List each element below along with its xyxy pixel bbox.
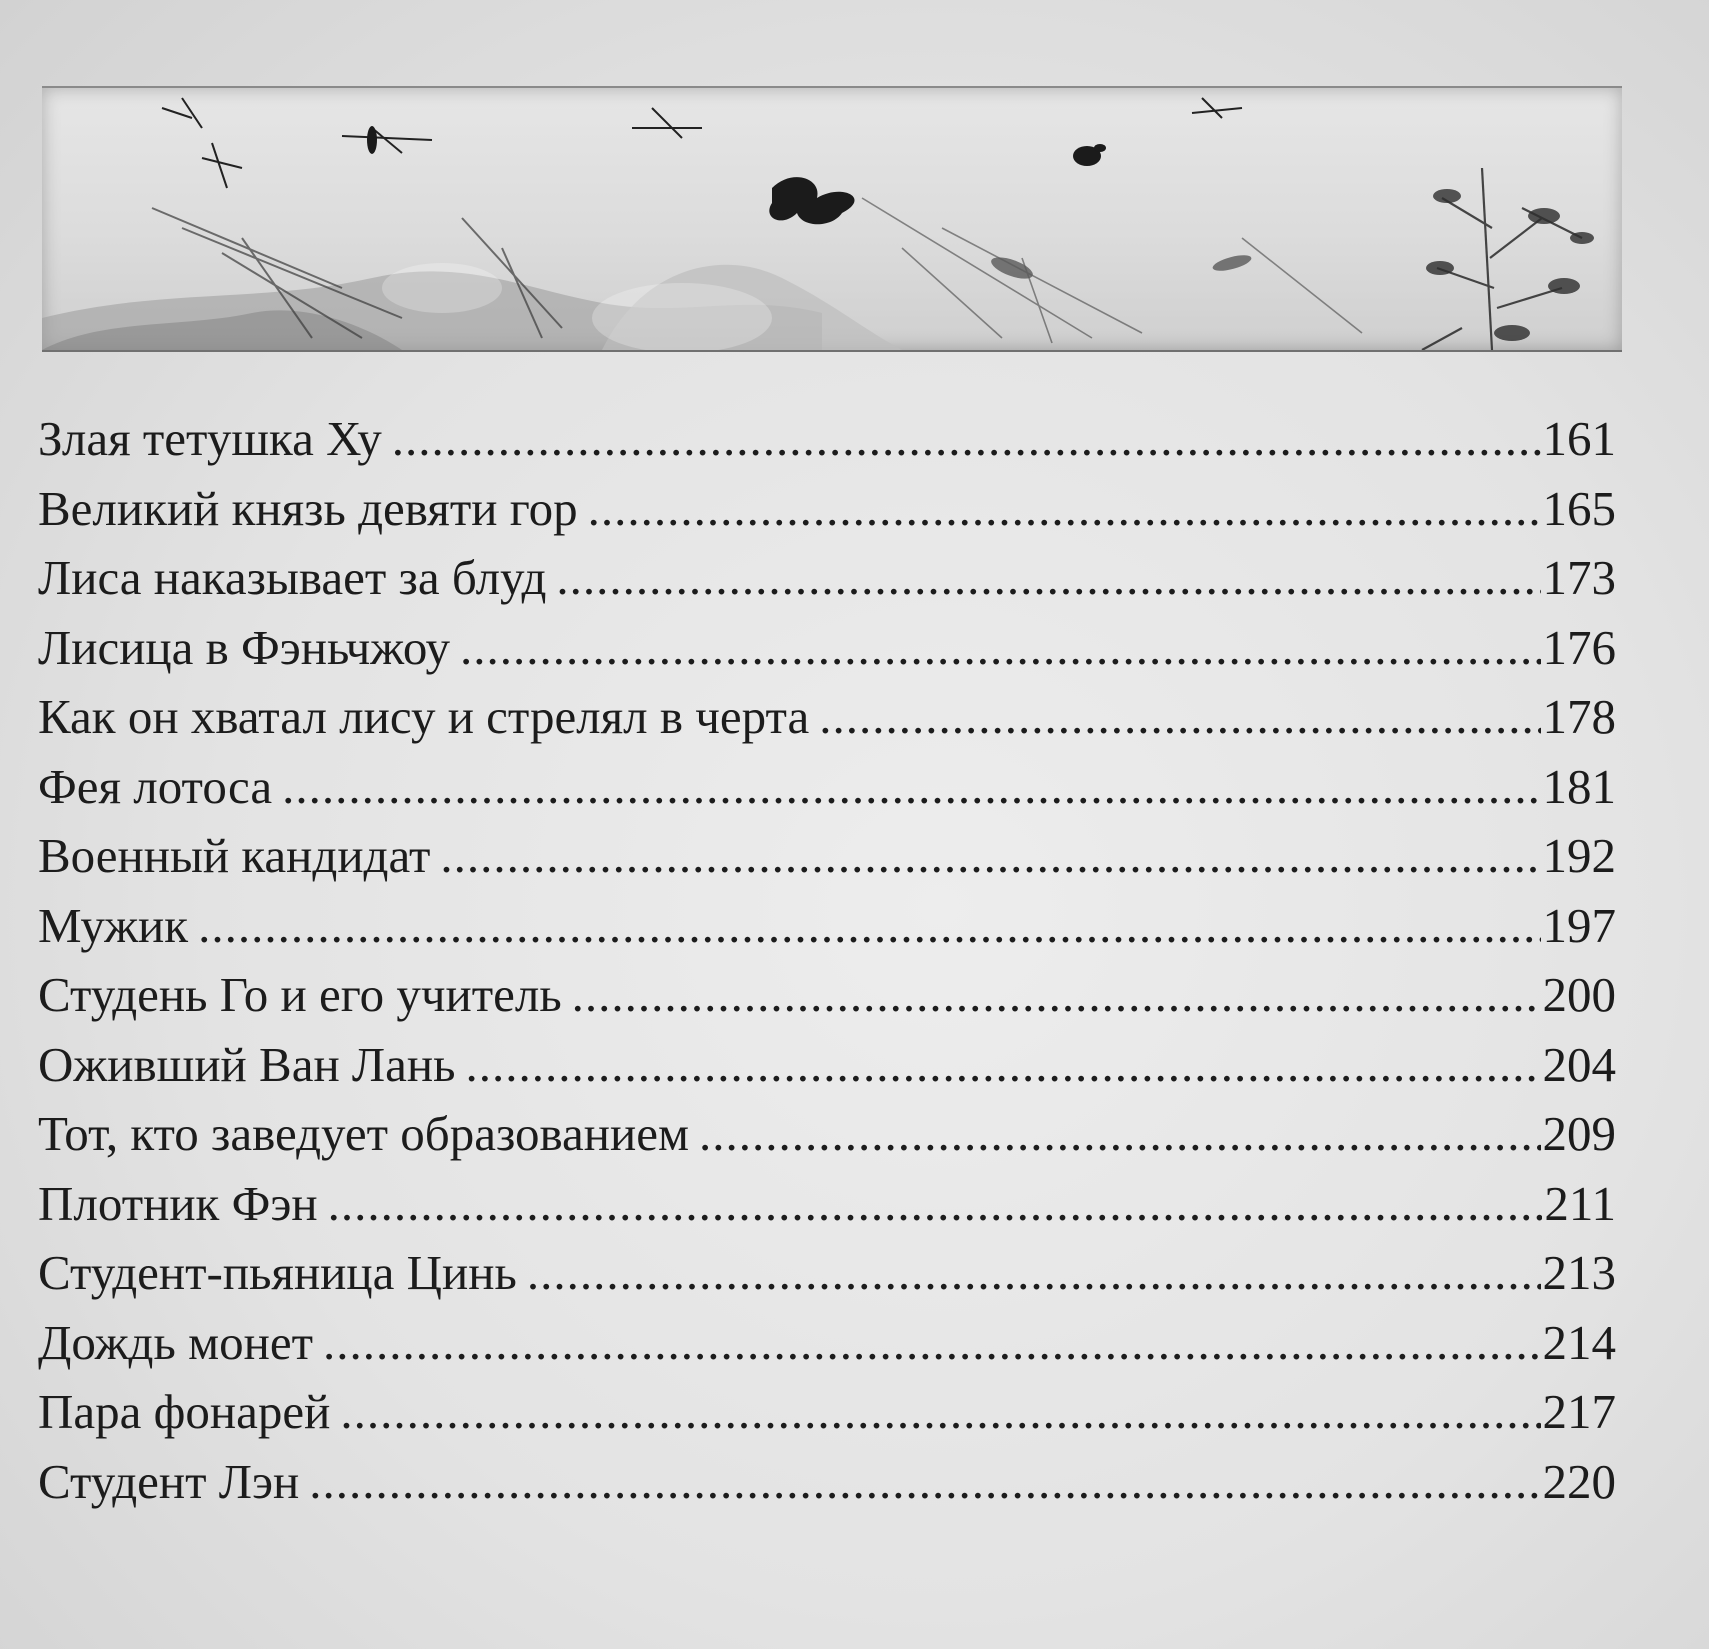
toc-entry-title: Оживший Ван Лань [38,1036,456,1092]
toc-entry [38,543,1616,613]
toc-entry-page-number: 214 [1542,1314,1616,1370]
dot-leader [282,752,1540,821]
toc-entry [38,1238,1616,1308]
toc-entry [38,613,1616,683]
toc-entry-title: Студент-пьяница Цинь [38,1245,517,1300]
toc-entry [38,1308,1616,1378]
ink-painting-image [42,88,1622,350]
toc-entry-title: Плотник Фэн [38,1175,318,1231]
toc-entry-page-number: 211 [1544,1175,1616,1231]
dot-leader [699,1099,1541,1168]
toc-entry [38,404,1616,474]
toc-entry-page-number: 173 [1542,550,1616,605]
toc-entry-page-number: 200 [1542,967,1616,1022]
toc-entry-page-number: 165 [1542,480,1616,536]
dot-leader [323,1308,1541,1377]
dot-leader [819,682,1540,751]
dot-leader [460,613,1540,682]
toc-entry-page-number: 197 [1542,897,1616,953]
dot-leader [465,1030,1540,1099]
toc-entry-page-number: 176 [1542,619,1616,675]
toc-entry-page-number: 161 [1542,411,1616,466]
toc-entry [38,682,1616,752]
dot-leader [588,474,1541,543]
dot-leader [527,1238,1541,1307]
dot-leader [440,821,1540,890]
toc-entry-title: Злая тетушка Ху [38,411,382,466]
toc-entry-title: Дождь монет [38,1314,313,1370]
toc-entry-title: Военный кандидат [38,828,431,883]
toc-entry-page-number: 178 [1542,689,1616,744]
toc-entry [38,474,1616,544]
toc-entry [38,752,1616,822]
toc-entry-page-number: 181 [1542,758,1616,814]
toc-entry [38,891,1616,961]
header-illustration [42,86,1622,352]
toc-entry-page-number: 220 [1542,1453,1616,1509]
toc-entry-title: Лиса наказывает за блуд [38,550,547,605]
dot-leader [572,960,1541,1029]
toc-entry-page-number: 192 [1542,828,1616,883]
toc-entry [38,1030,1616,1100]
toc-entry-page-number: 209 [1542,1106,1616,1161]
toc-entry-page-number: 204 [1542,1036,1616,1092]
toc-entry [38,1377,1616,1447]
toc-entry-title: Пара фонарей [38,1384,331,1439]
dot-leader [340,1377,1540,1446]
toc-entry-title: Мужик [38,897,189,953]
dot-leader [556,543,1540,612]
table-of-contents [38,404,1616,1516]
dot-leader [198,891,1540,960]
toc-entry [38,1099,1616,1169]
dot-leader [309,1447,1540,1516]
toc-entry-title: Как он хватал лису и стрелял в черта [38,689,810,744]
toc-entry [38,1447,1616,1517]
toc-entry [38,1169,1616,1239]
toc-entry-title: Тот, кто заведует образованием [38,1106,689,1161]
toc-entry [38,960,1616,1030]
toc-entry-title: Студент Лэн [38,1453,300,1509]
toc-entry-title: Лисица в Фэньчжоу [38,619,451,675]
toc-entry-title: Великий князь девяти гор [38,480,578,536]
toc-entry [38,821,1616,891]
toc-entry-title: Фея лотоса [38,758,273,814]
toc-entry-page-number: 217 [1542,1384,1616,1439]
dot-leader [392,404,1541,473]
toc-entry-page-number: 213 [1542,1245,1616,1300]
dot-leader [328,1169,1543,1238]
toc-entry-title: Студень Го и его учитель [38,967,562,1022]
